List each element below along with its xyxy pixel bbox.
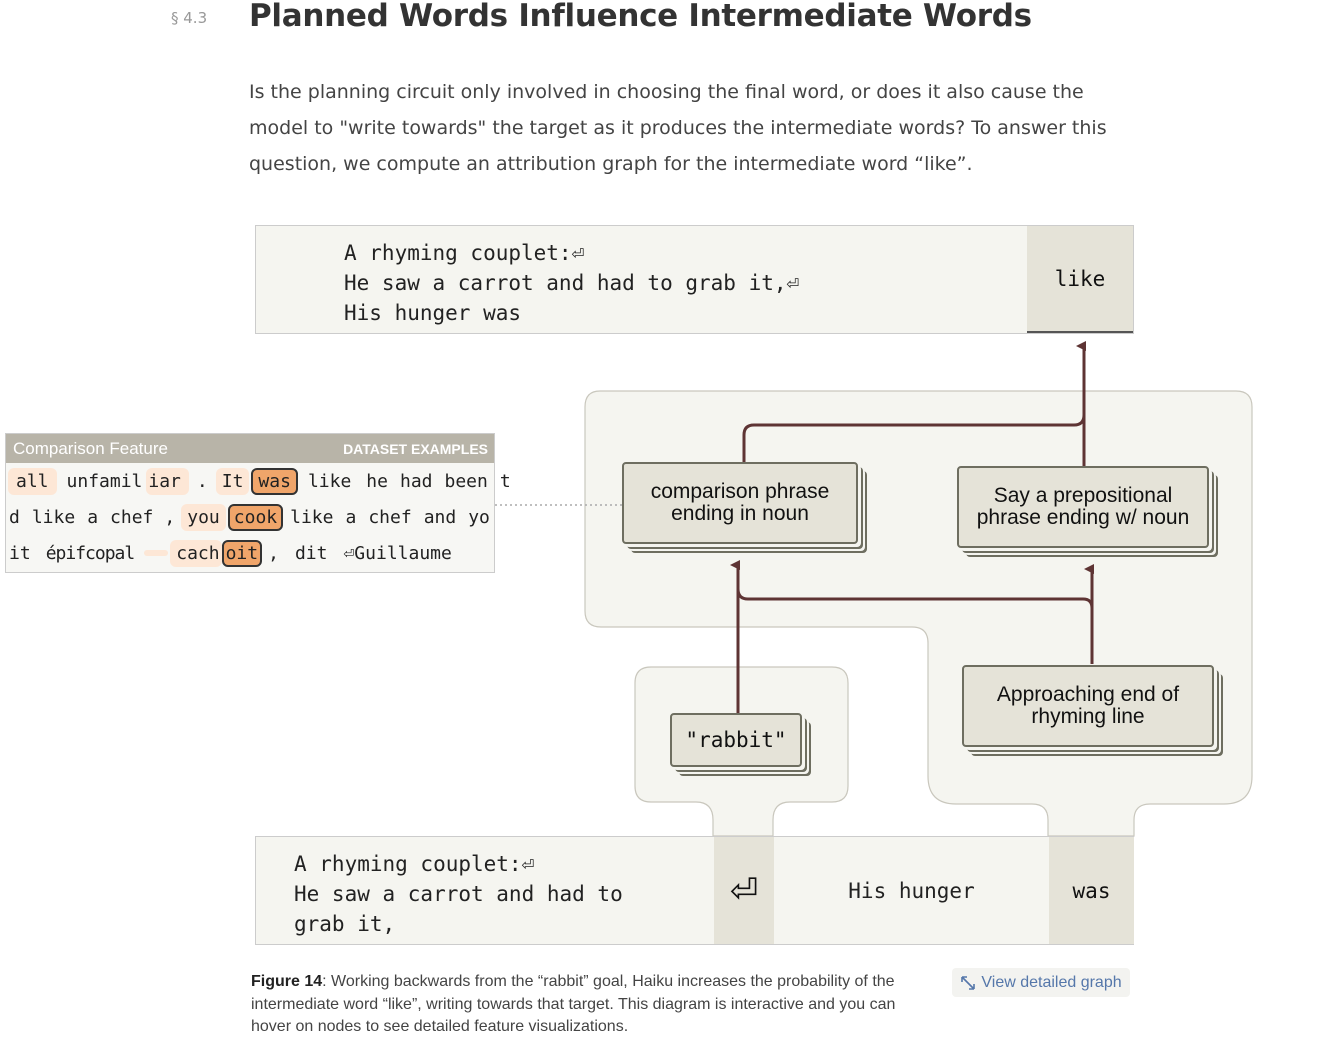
token: cook xyxy=(228,504,283,531)
token: a xyxy=(345,506,357,528)
token: all xyxy=(8,468,57,495)
feature-popup xyxy=(5,433,511,573)
token: was xyxy=(251,468,298,495)
example-row xyxy=(4,499,494,535)
popup-title: Comparison Feature xyxy=(13,438,168,458)
token: dit xyxy=(294,542,328,564)
view-detailed-graph-button[interactable] xyxy=(952,968,1130,997)
token-his-hunger[interactable]: His hunger xyxy=(848,878,975,903)
token: like xyxy=(307,470,352,492)
token: it xyxy=(9,542,31,564)
caption-text: : Working backwards from the “rabbit” goal, Haiku increases the probability of the intermediate word “like”, writing towards that target. This diagram is interactive and you can hover on nodes to see detailed feature visualizations. xyxy=(251,973,896,1035)
token: t xyxy=(499,470,511,492)
return-token[interactable] xyxy=(714,837,774,944)
output-token-like[interactable]: like xyxy=(1027,226,1133,333)
expand-icon xyxy=(960,975,976,991)
token: like xyxy=(31,506,76,528)
example-row xyxy=(8,463,511,499)
token-was[interactable]: was xyxy=(1049,837,1134,944)
token: iar xyxy=(146,468,189,495)
token: d xyxy=(9,506,20,528)
token: ⏎Guillaume xyxy=(343,542,452,564)
node-prepositional-phrase[interactable]: Say a prepositional phrase ending w/ noun xyxy=(957,466,1209,548)
token: chef xyxy=(110,506,154,528)
example-row xyxy=(4,535,494,571)
token: you xyxy=(181,504,226,531)
bottom-prompt-text: A rhyming couplet:⏎ He saw a carrot and had to grab it, xyxy=(294,852,623,936)
token: yo xyxy=(468,506,490,528)
section-number: § 4.3 xyxy=(171,9,208,27)
token: It xyxy=(216,468,250,495)
bottom-prompt-box xyxy=(255,836,1134,945)
figure-label: Figure 14 xyxy=(251,973,323,990)
section-title: Planned Words Influence Intermediate Words xyxy=(249,0,1032,34)
token: oit xyxy=(222,540,263,567)
popup-header xyxy=(6,434,494,463)
top-prompt-text: A rhyming couplet:⏎ He saw a carrot and had to grab it,⏎ His hunger was xyxy=(344,241,800,325)
token: , xyxy=(268,542,279,564)
token: had xyxy=(399,470,433,492)
node-approaching-end[interactable]: Approaching end of rhyming line xyxy=(962,665,1214,747)
token: been xyxy=(444,470,488,492)
token: , xyxy=(164,506,176,528)
figure-caption xyxy=(251,971,923,1039)
token: unfamil xyxy=(66,470,143,492)
node-rabbit[interactable]: "rabbit" xyxy=(670,713,802,767)
intro-paragraph: Is the planning circuit only involved in choosing the final word, or does it also cause the model to "write towards" the target as it produces the intermediate words? To answer this question, we compute an attribution graph for the intermediate word “like”. xyxy=(249,81,1107,175)
token xyxy=(144,550,168,556)
token: cach xyxy=(170,540,221,567)
token: he xyxy=(366,470,388,492)
token: épifcopal xyxy=(45,542,135,564)
dataset-examples-label[interactable]: DATASET EXAMPLES xyxy=(343,440,488,457)
top-prompt-box xyxy=(255,225,1134,334)
return-icon: ⏎ xyxy=(729,870,759,911)
token: a xyxy=(87,506,99,528)
token: chef xyxy=(368,506,412,528)
token: like xyxy=(290,506,334,528)
token: and xyxy=(423,506,457,528)
view-detailed-graph-label: View detailed graph xyxy=(981,973,1122,991)
token: . xyxy=(196,470,208,492)
node-comparison-phrase[interactable]: comparison phrase ending in noun xyxy=(622,462,858,544)
